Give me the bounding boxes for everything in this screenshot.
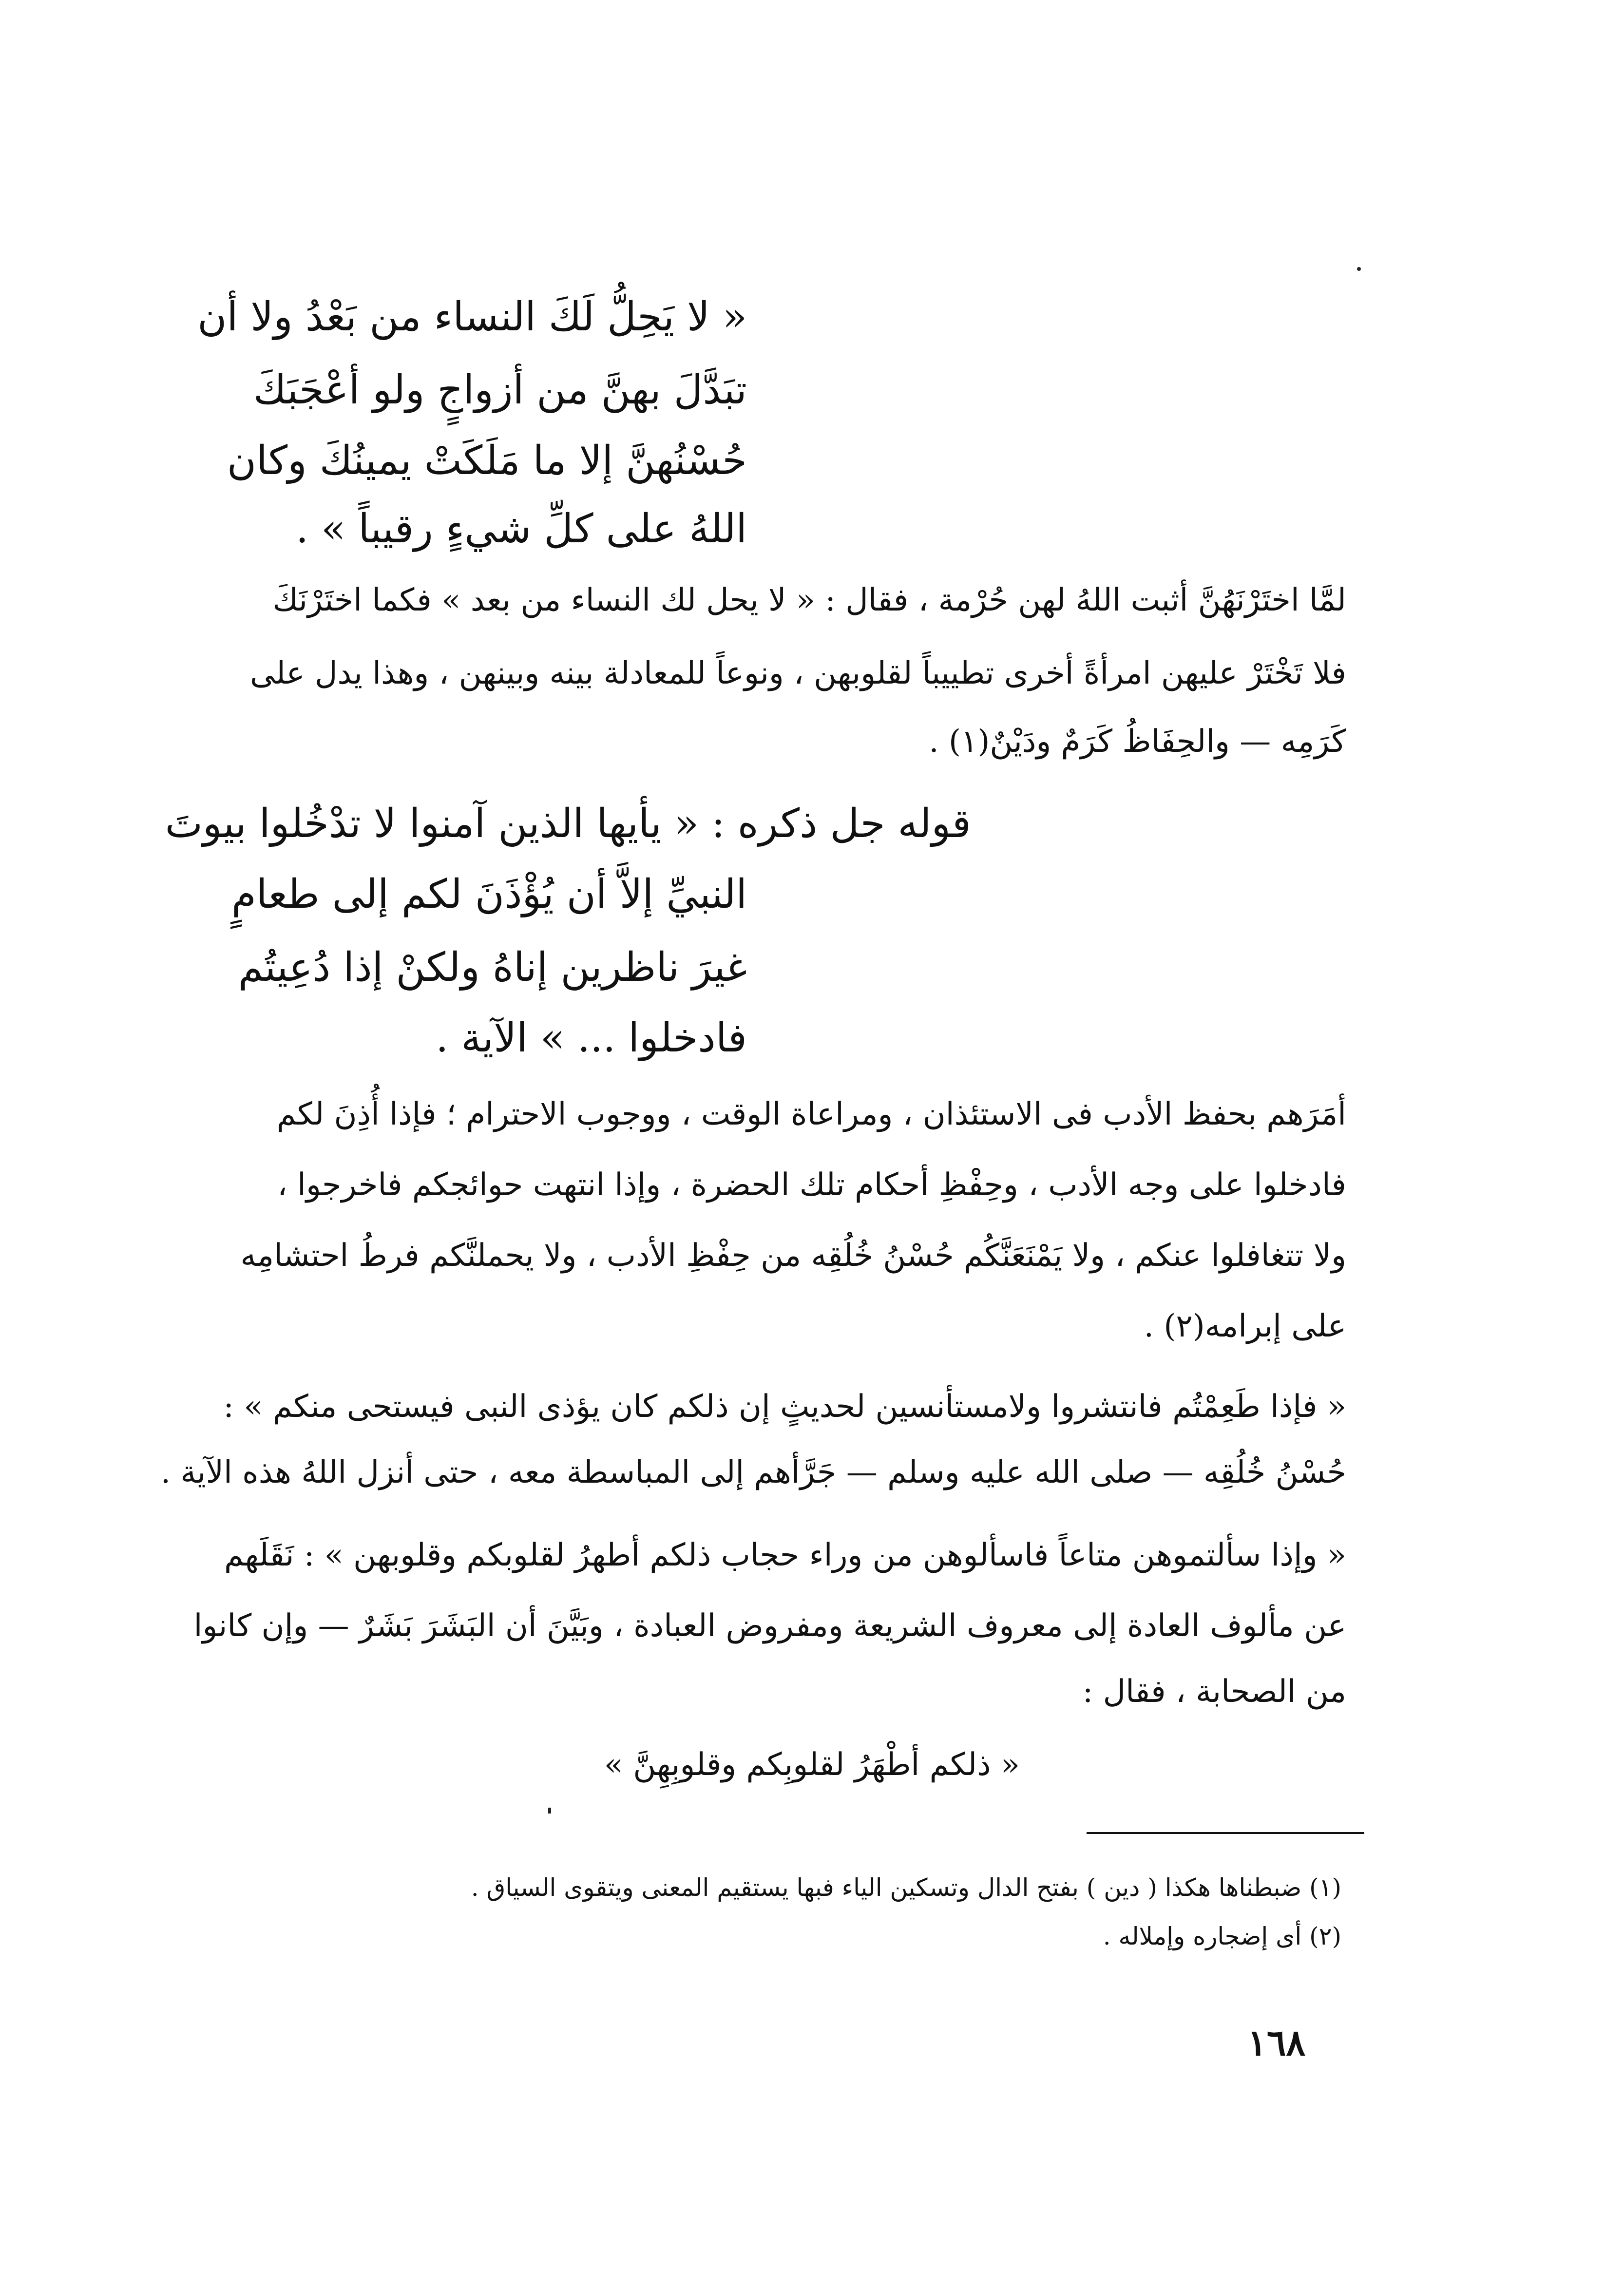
text-line: لمَّا اختَرْنَهُنَّ أثبت اللهُ لهن حُرْمة ، فقال : « لا يحل لك النساء من بعد » فكما اختَرْنَكَ: [272, 582, 1346, 618]
text-line: عن مألوف العادة إلى معروف الشريعة ومفروض العبادة ، وبَيَّنَ أن البَشَرَ بَشَرٌ — وإن كانوا: [193, 1608, 1346, 1644]
text-line: كَرَمِه — والحِفَاظُ كَرَمٌ ودَيْنٌ(١) .: [929, 724, 1346, 760]
scan-speck: [548, 1808, 551, 1814]
verse-line: فادخلوا ... » الآية .: [436, 1015, 747, 1061]
text-line: ولا تتغافلوا عنكم ، ولا يَمْنَعَنَّكُم حُسْنُ خُلُقِه من حِفْظِ الأدب ، ولا يحملنَّكم فرطُ احتشامِه: [240, 1238, 1346, 1274]
verse-line: غيرَ ناظرين إناهُ ولكنْ إذا دُعِيتُم: [238, 944, 747, 991]
verse-line: تبَدَّلَ بهنَّ من أزواجٍ ولو أعْجَبَكَ: [253, 367, 747, 413]
text-line: أمَرَهم بحفظ الأدب فى الاستئذان ، ومراعاة الوقت ، ووجوب الاحترام ؛ فإذا أُذِنَ لكم: [276, 1096, 1346, 1132]
closing-quote: « ذلكم أطْهَرُ لقلوبِكم وقلوبِهِنَّ »: [604, 1747, 1020, 1783]
footnote-separator: [1087, 1832, 1364, 1834]
text-line: فلا تَخْتَرْ عليهن امرأةً أخرى تطييباً لقلوبهن ، ونوعاً للمعادلة بينه وبينهن ، وهذا يدل على: [249, 655, 1346, 691]
page-number: ١٦٨: [1247, 2022, 1306, 2064]
text-line: « وإذا سألتموهن متاعاً فاسألوهن من وراء حجاب ذلكم أطهرُ لقلوبكم وقلوبهن » : نَقَلَهم: [224, 1537, 1346, 1573]
text-line: « فإذا طَعِمْتُم فانتشروا ولامستأنسين لحديثٍ إن ذلكم كان يؤذى النبى فيستحى منكم » :: [223, 1389, 1346, 1425]
scan-speck: [1357, 267, 1361, 271]
verse-line: « لا يَحِلُّ لَكَ النساء من بَعْدُ ولا أن: [197, 294, 747, 340]
verse-line: قوله جل ذكره : « يأيها الذين آمنوا لا تدْخُلوا بيوتَ: [165, 801, 971, 847]
text-line: فادخلوا على وجه الأدب ، وحِفْظِ أحكام تلك الحضرة ، وإذا انتهت حوائجكم فاخرجوا ،: [277, 1167, 1346, 1203]
verse-line: حُسْنُهنَّ إلا ما مَلَكَتْ يمينُكَ وكان: [227, 438, 747, 484]
footnote-2: (٢) أى إضجاره وإملاله .: [1103, 1922, 1341, 1950]
text-line: على إبرامه(٢) .: [1144, 1308, 1346, 1344]
text-line: حُسْنُ خُلُقِه — صلى الله عليه وسلم — جَرَّأهم إلى المباسطة معه ، حتى أنزل اللهُ هذه الآية .: [160, 1454, 1346, 1490]
footnote-1: (١) ضبطناها هكذا ( دين ) بفتح الدال وتسكين الياء فبها يستقيم المعنى ويتقوى السياق .: [471, 1873, 1341, 1902]
verse-line: النبيِّ إلاَّ أن يُؤْذَنَ لكم إلى طعامٍ: [231, 871, 747, 917]
text-line: من الصحابة ، فقال :: [1082, 1674, 1346, 1710]
verse-line: اللهُ على كلِّ شيءٍ رقيباً » .: [296, 506, 747, 552]
